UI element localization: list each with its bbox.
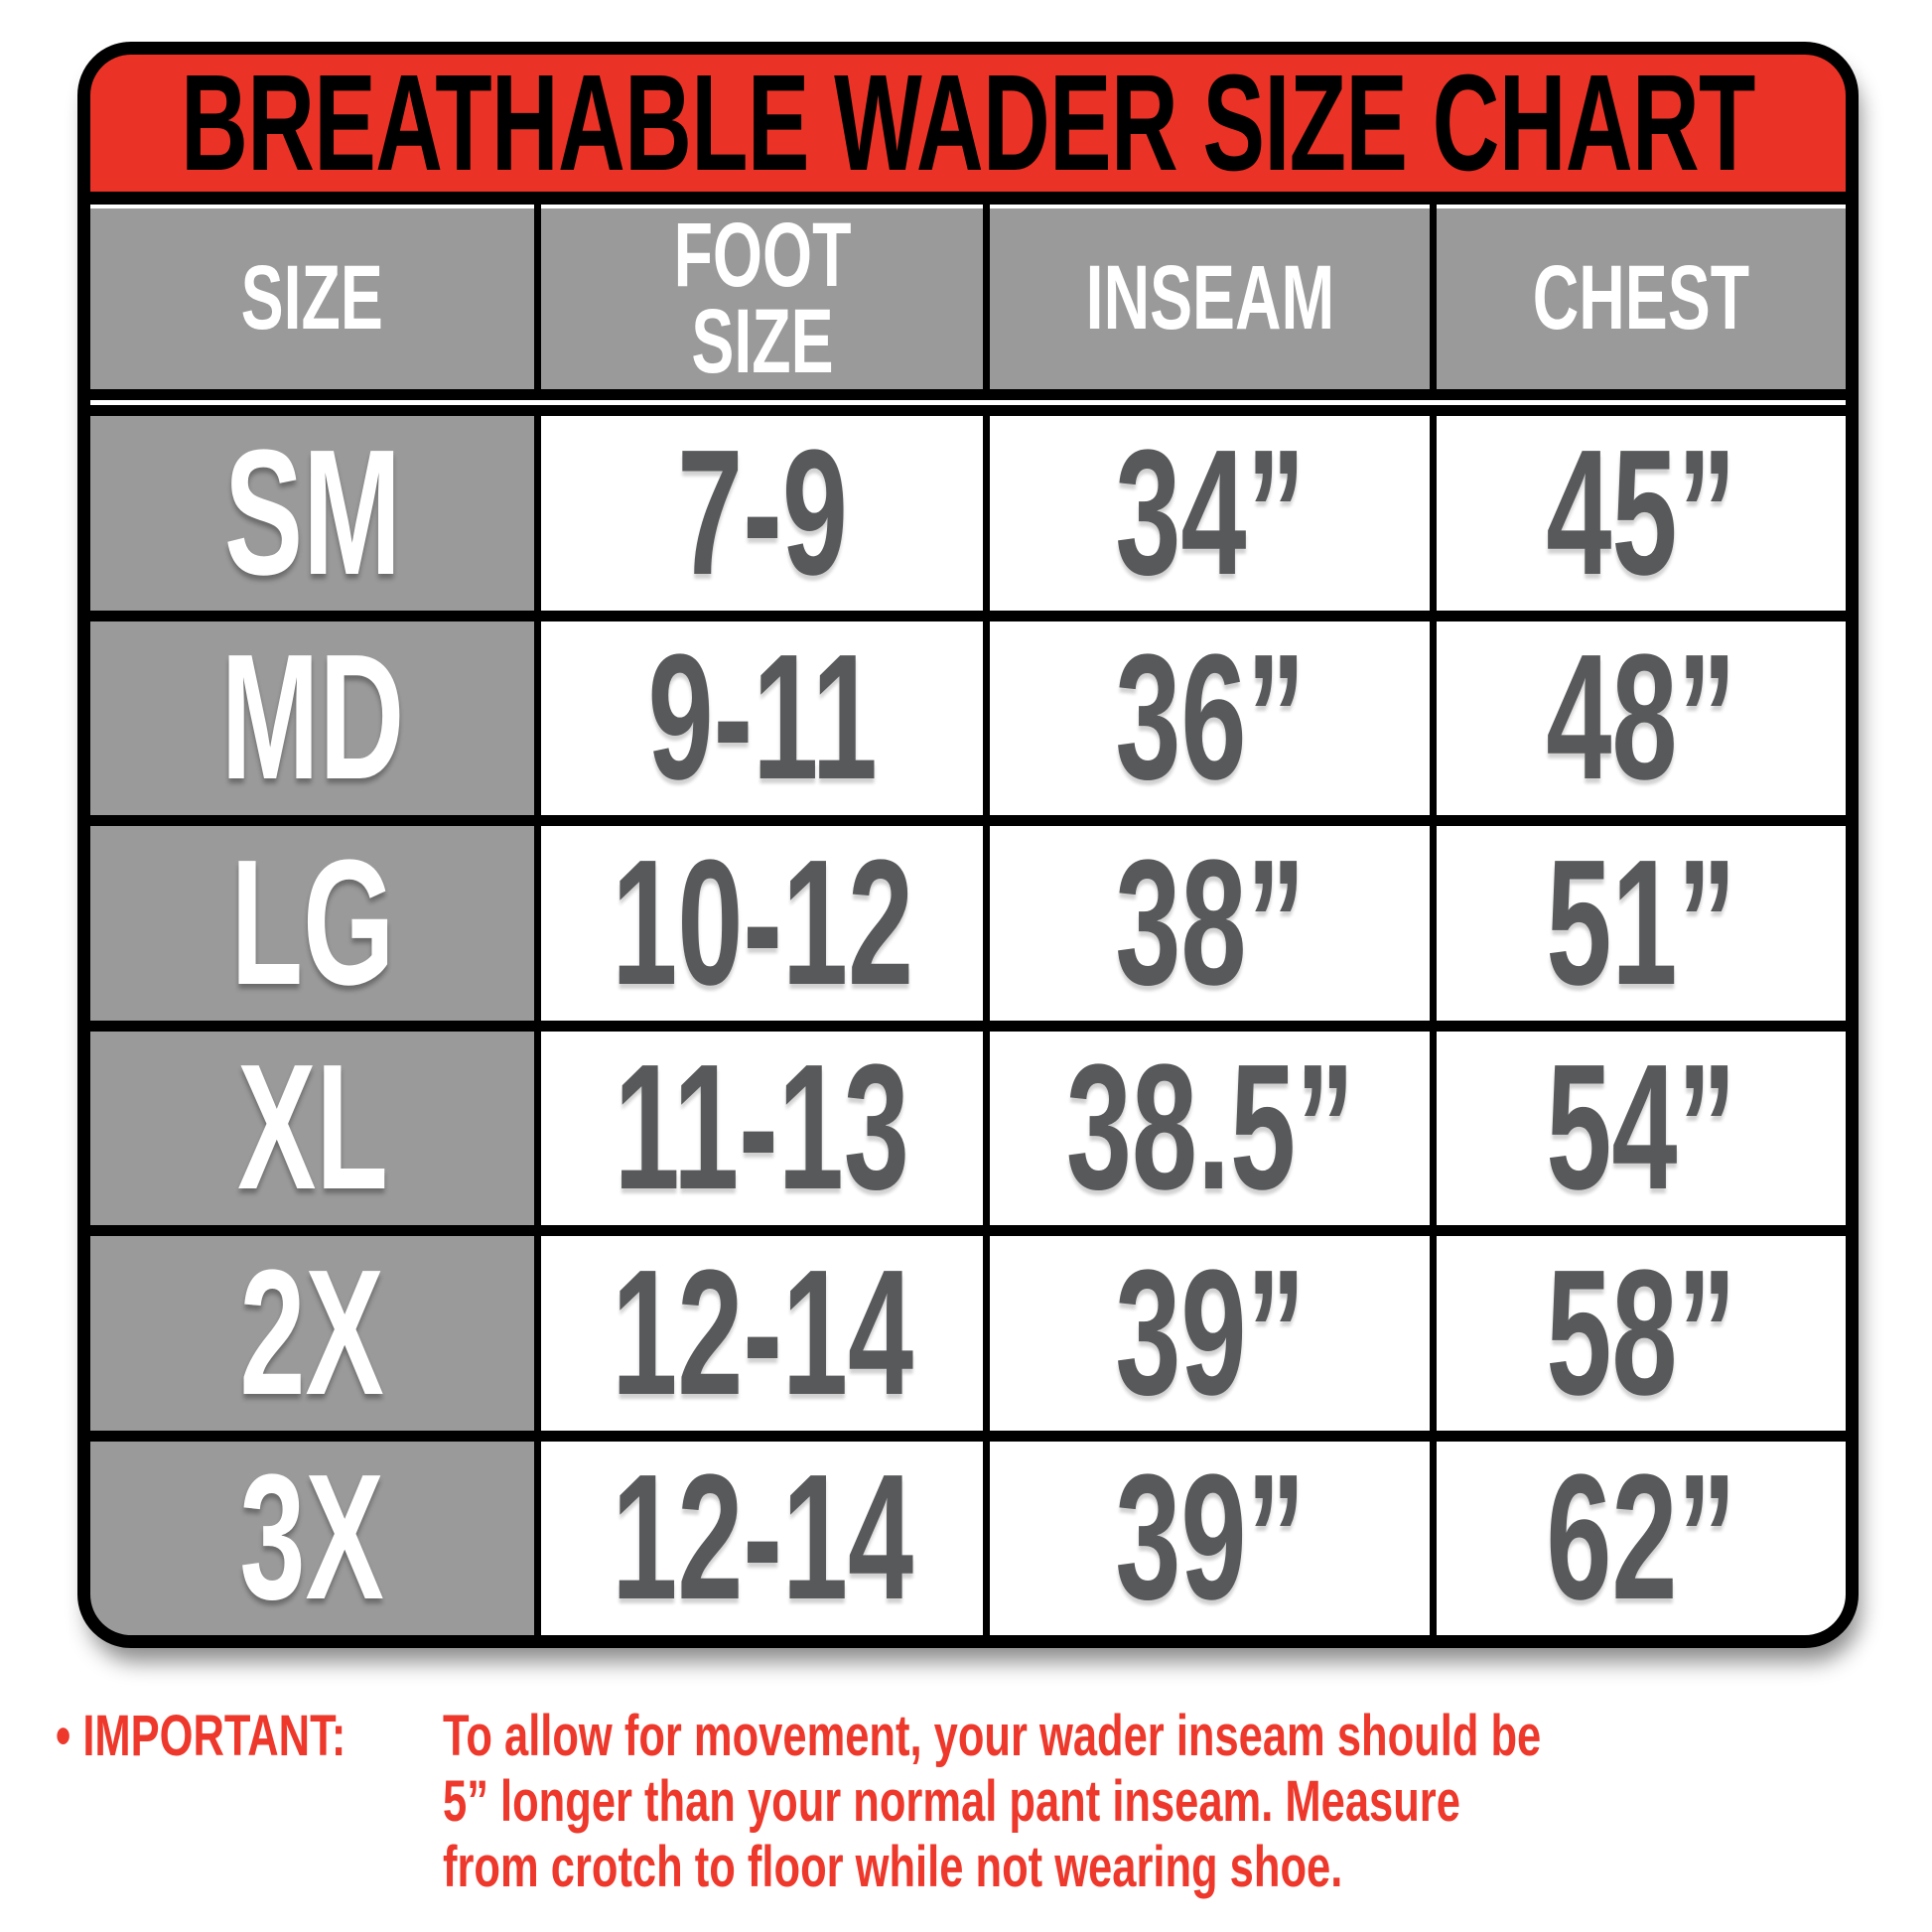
size-label: SM — [223, 416, 401, 611]
table-row-2x-inseam-cell — [990, 1236, 1430, 1431]
size-label: MD — [220, 621, 404, 815]
column-header-inseam — [990, 205, 1430, 389]
table-row-md-size-cell — [90, 621, 534, 816]
inseam-value: 38.5” — [1065, 1031, 1355, 1225]
table-row-lg-size-cell — [90, 826, 534, 1021]
inseam-value: 39” — [1115, 1441, 1306, 1635]
table-row-sm-inseam-cell — [990, 416, 1430, 611]
chest-value: 45” — [1546, 416, 1737, 611]
chest-value: 58” — [1546, 1236, 1737, 1431]
table-row-3x-size-cell — [90, 1442, 534, 1636]
inseam-value: 39” — [1115, 1236, 1306, 1431]
foot-size-value: 10-12 — [611, 826, 913, 1021]
important-note-label: • IMPORTANT: — [56, 1704, 346, 1768]
inseam-value: 38” — [1115, 826, 1306, 1021]
table-row-md-foot-size-cell — [541, 621, 983, 816]
column-header-chest-label: CHEST — [1533, 247, 1750, 349]
chest-value: 62” — [1546, 1441, 1737, 1635]
foot-size-value: 11-13 — [615, 1031, 910, 1225]
important-note — [56, 1704, 1902, 1900]
chest-value: 51” — [1546, 826, 1737, 1021]
table-row-lg-chest-cell — [1437, 826, 1846, 1021]
size-label: LG — [230, 826, 395, 1021]
size-table — [90, 205, 1846, 1635]
foot-size-value: 9-11 — [647, 621, 878, 815]
column-header-foot-size — [541, 205, 983, 389]
foot-size-value: 12-14 — [611, 1236, 913, 1431]
size-label: 2X — [239, 1236, 385, 1431]
table-row-2x-foot-size-cell — [541, 1236, 983, 1431]
table-row-xl-foot-size-cell — [541, 1032, 983, 1226]
column-header-chest — [1437, 205, 1846, 389]
table-row-3x-foot-size-cell — [541, 1442, 983, 1636]
table-row-md-chest-cell — [1437, 621, 1846, 816]
table-row-xl-chest-cell — [1437, 1032, 1846, 1226]
table-row-sm-foot-size-cell — [541, 416, 983, 611]
title-bar — [90, 47, 1846, 205]
table-row-3x-chest-cell — [1437, 1442, 1846, 1636]
important-note-text: To allow for movement, your wader inseam should be 5” longer than your normal pant inseam. Measure from crotch to floor while not wearing shoe. — [442, 1704, 1541, 1900]
table-row-lg-inseam-cell — [990, 826, 1430, 1021]
table-row-sm-size-cell — [90, 416, 534, 611]
table-row-2x-chest-cell — [1437, 1236, 1846, 1431]
inseam-value: 34” — [1115, 416, 1306, 611]
table-row-sm-chest-cell — [1437, 416, 1846, 611]
size-label: 3X — [239, 1441, 385, 1635]
foot-size-value: 12-14 — [611, 1441, 913, 1635]
chest-value: 54” — [1546, 1031, 1737, 1225]
important-note-label-wrap — [56, 1704, 443, 1900]
page-title: BREATHABLE WADER SIZE CHART — [181, 47, 1755, 200]
table-row-2x-size-cell — [90, 1236, 534, 1431]
table-row-md-inseam-cell — [990, 621, 1430, 816]
inseam-value: 36” — [1115, 621, 1306, 815]
table-row-xl-size-cell — [90, 1032, 534, 1226]
column-header-size — [90, 205, 534, 389]
chest-value: 48” — [1546, 621, 1737, 815]
table-row-lg-foot-size-cell — [541, 826, 983, 1021]
foot-size-value: 7-9 — [676, 416, 848, 611]
size-label: XL — [236, 1031, 388, 1225]
column-header-size-label: SIZE — [240, 247, 384, 349]
column-header-foot-size-label: FOOT SIZE — [673, 205, 852, 389]
wader-size-chart-card — [77, 42, 1859, 1648]
table-row-3x-inseam-cell — [990, 1442, 1430, 1636]
table-row-xl-inseam-cell — [990, 1032, 1430, 1226]
header-divider — [90, 400, 1846, 405]
column-header-inseam-label: INSEAM — [1085, 247, 1335, 349]
important-note-text-wrap — [443, 1704, 1912, 1900]
